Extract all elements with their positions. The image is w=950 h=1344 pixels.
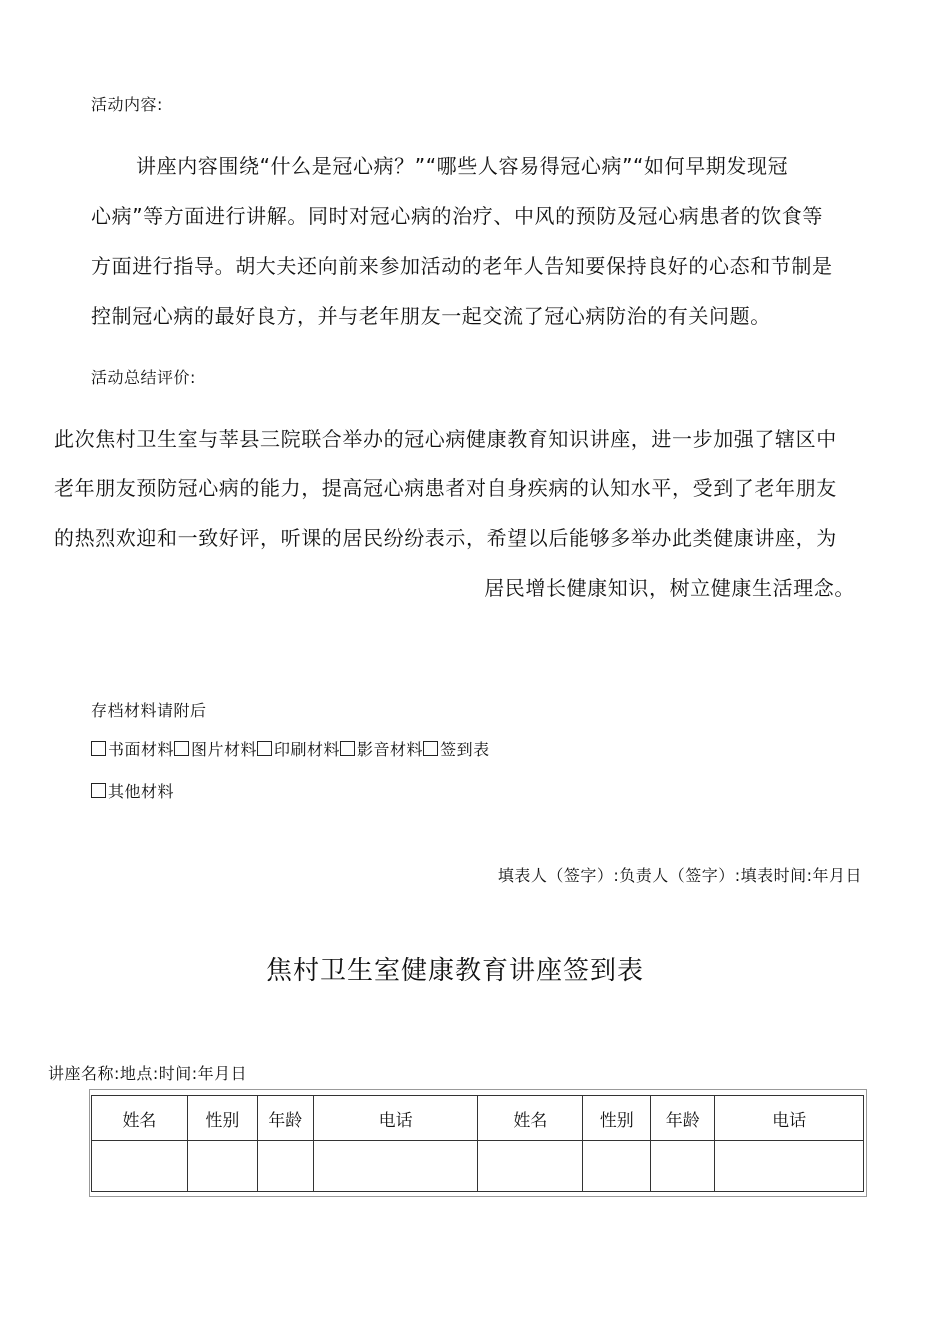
signin-title: 焦村卫生室健康教育讲座签到表 bbox=[265, 956, 644, 986]
activity-content-label: 活动内容: bbox=[91, 95, 163, 114]
column-header-age: 年龄 bbox=[257, 1096, 313, 1141]
table-cell[interactable] bbox=[715, 1141, 864, 1192]
archive-options-row bbox=[91, 779, 174, 802]
table-cell[interactable] bbox=[313, 1141, 478, 1192]
summary-line: 居民增长健康知识，树立健康生活理念。 bbox=[484, 576, 855, 600]
activity-content-line: 方面进行指导。胡大夫还向前来参加活动的老年人告知要保持良好的心态和节制是 bbox=[91, 254, 833, 278]
table-cell[interactable] bbox=[187, 1141, 257, 1192]
column-header-name: 姓名 bbox=[478, 1096, 583, 1141]
archive-option-label: 印刷材料 bbox=[274, 740, 341, 759]
archive-option-other[interactable] bbox=[91, 779, 174, 802]
summary-line: 老年朋友预防冠心病的能力，提高冠心病患者对自身疾病的认知水平，受到了老年朋友 bbox=[54, 476, 837, 500]
table-header-row bbox=[92, 1096, 864, 1141]
checkbox[interactable] bbox=[91, 741, 106, 756]
archive-option-written[interactable] bbox=[91, 737, 174, 760]
column-header-phone: 电话 bbox=[313, 1096, 478, 1141]
archive-option-media[interactable] bbox=[340, 737, 423, 760]
archive-option-label: 图片材料 bbox=[191, 740, 258, 759]
archive-label: 存档材料请附后 bbox=[91, 701, 207, 720]
checkbox[interactable] bbox=[257, 741, 272, 756]
archive-option-label: 书面材料 bbox=[108, 740, 175, 759]
archive-option-printed[interactable] bbox=[257, 737, 340, 760]
checkbox[interactable] bbox=[91, 783, 106, 798]
archive-options-row bbox=[91, 737, 490, 760]
signoff-line: 填表人（签字）:负责人（签字）:填表时间:年月日 bbox=[497, 866, 862, 885]
lecture-meta: 讲座名称:地点:时间:年月日 bbox=[48, 1064, 248, 1083]
table-cell[interactable] bbox=[257, 1141, 313, 1192]
table-cell[interactable] bbox=[583, 1141, 651, 1192]
summary-label: 活动总结评价: bbox=[91, 368, 196, 387]
archive-option-signin-sheet[interactable] bbox=[423, 737, 490, 760]
activity-content-line: 讲座内容围绕“什么是冠心病？”“哪些人容易得冠心病”“如何早期发现冠 bbox=[136, 154, 789, 178]
activity-content-line: 心病”等方面进行讲解。同时对冠心病的治疗、中风的预防及冠心病患者的饮食等 bbox=[91, 204, 823, 228]
archive-option-pictures[interactable] bbox=[174, 737, 257, 760]
table-row bbox=[92, 1141, 864, 1192]
table-cell[interactable] bbox=[92, 1141, 188, 1192]
activity-content-line: 控制冠心病的最好良方，并与老年朋友一起交流了冠心病防治的有关问题。 bbox=[91, 304, 771, 328]
column-header-gender: 性别 bbox=[583, 1096, 651, 1141]
signin-table bbox=[91, 1095, 864, 1192]
checkbox[interactable] bbox=[423, 741, 438, 756]
summary-line: 的热烈欢迎和一致好评，听课的居民纷纷表示，希望以后能够多举办此类健康讲座，为 bbox=[54, 526, 837, 550]
archive-option-label: 签到表 bbox=[440, 740, 490, 759]
checkbox[interactable] bbox=[174, 741, 189, 756]
table-cell[interactable] bbox=[478, 1141, 583, 1192]
column-header-name: 姓名 bbox=[92, 1096, 188, 1141]
checkbox[interactable] bbox=[340, 741, 355, 756]
summary-line: 此次焦村卫生室与莘县三院联合举办的冠心病健康教育知识讲座，进一步加强了辖区中 bbox=[54, 427, 837, 451]
archive-option-label: 其他材料 bbox=[108, 782, 175, 801]
column-header-phone: 电话 bbox=[715, 1096, 864, 1141]
archive-option-label: 影音材料 bbox=[357, 740, 424, 759]
column-header-age: 年龄 bbox=[651, 1096, 715, 1141]
table-cell[interactable] bbox=[651, 1141, 715, 1192]
signin-table-frame bbox=[89, 1089, 867, 1197]
column-header-gender: 性别 bbox=[187, 1096, 257, 1141]
